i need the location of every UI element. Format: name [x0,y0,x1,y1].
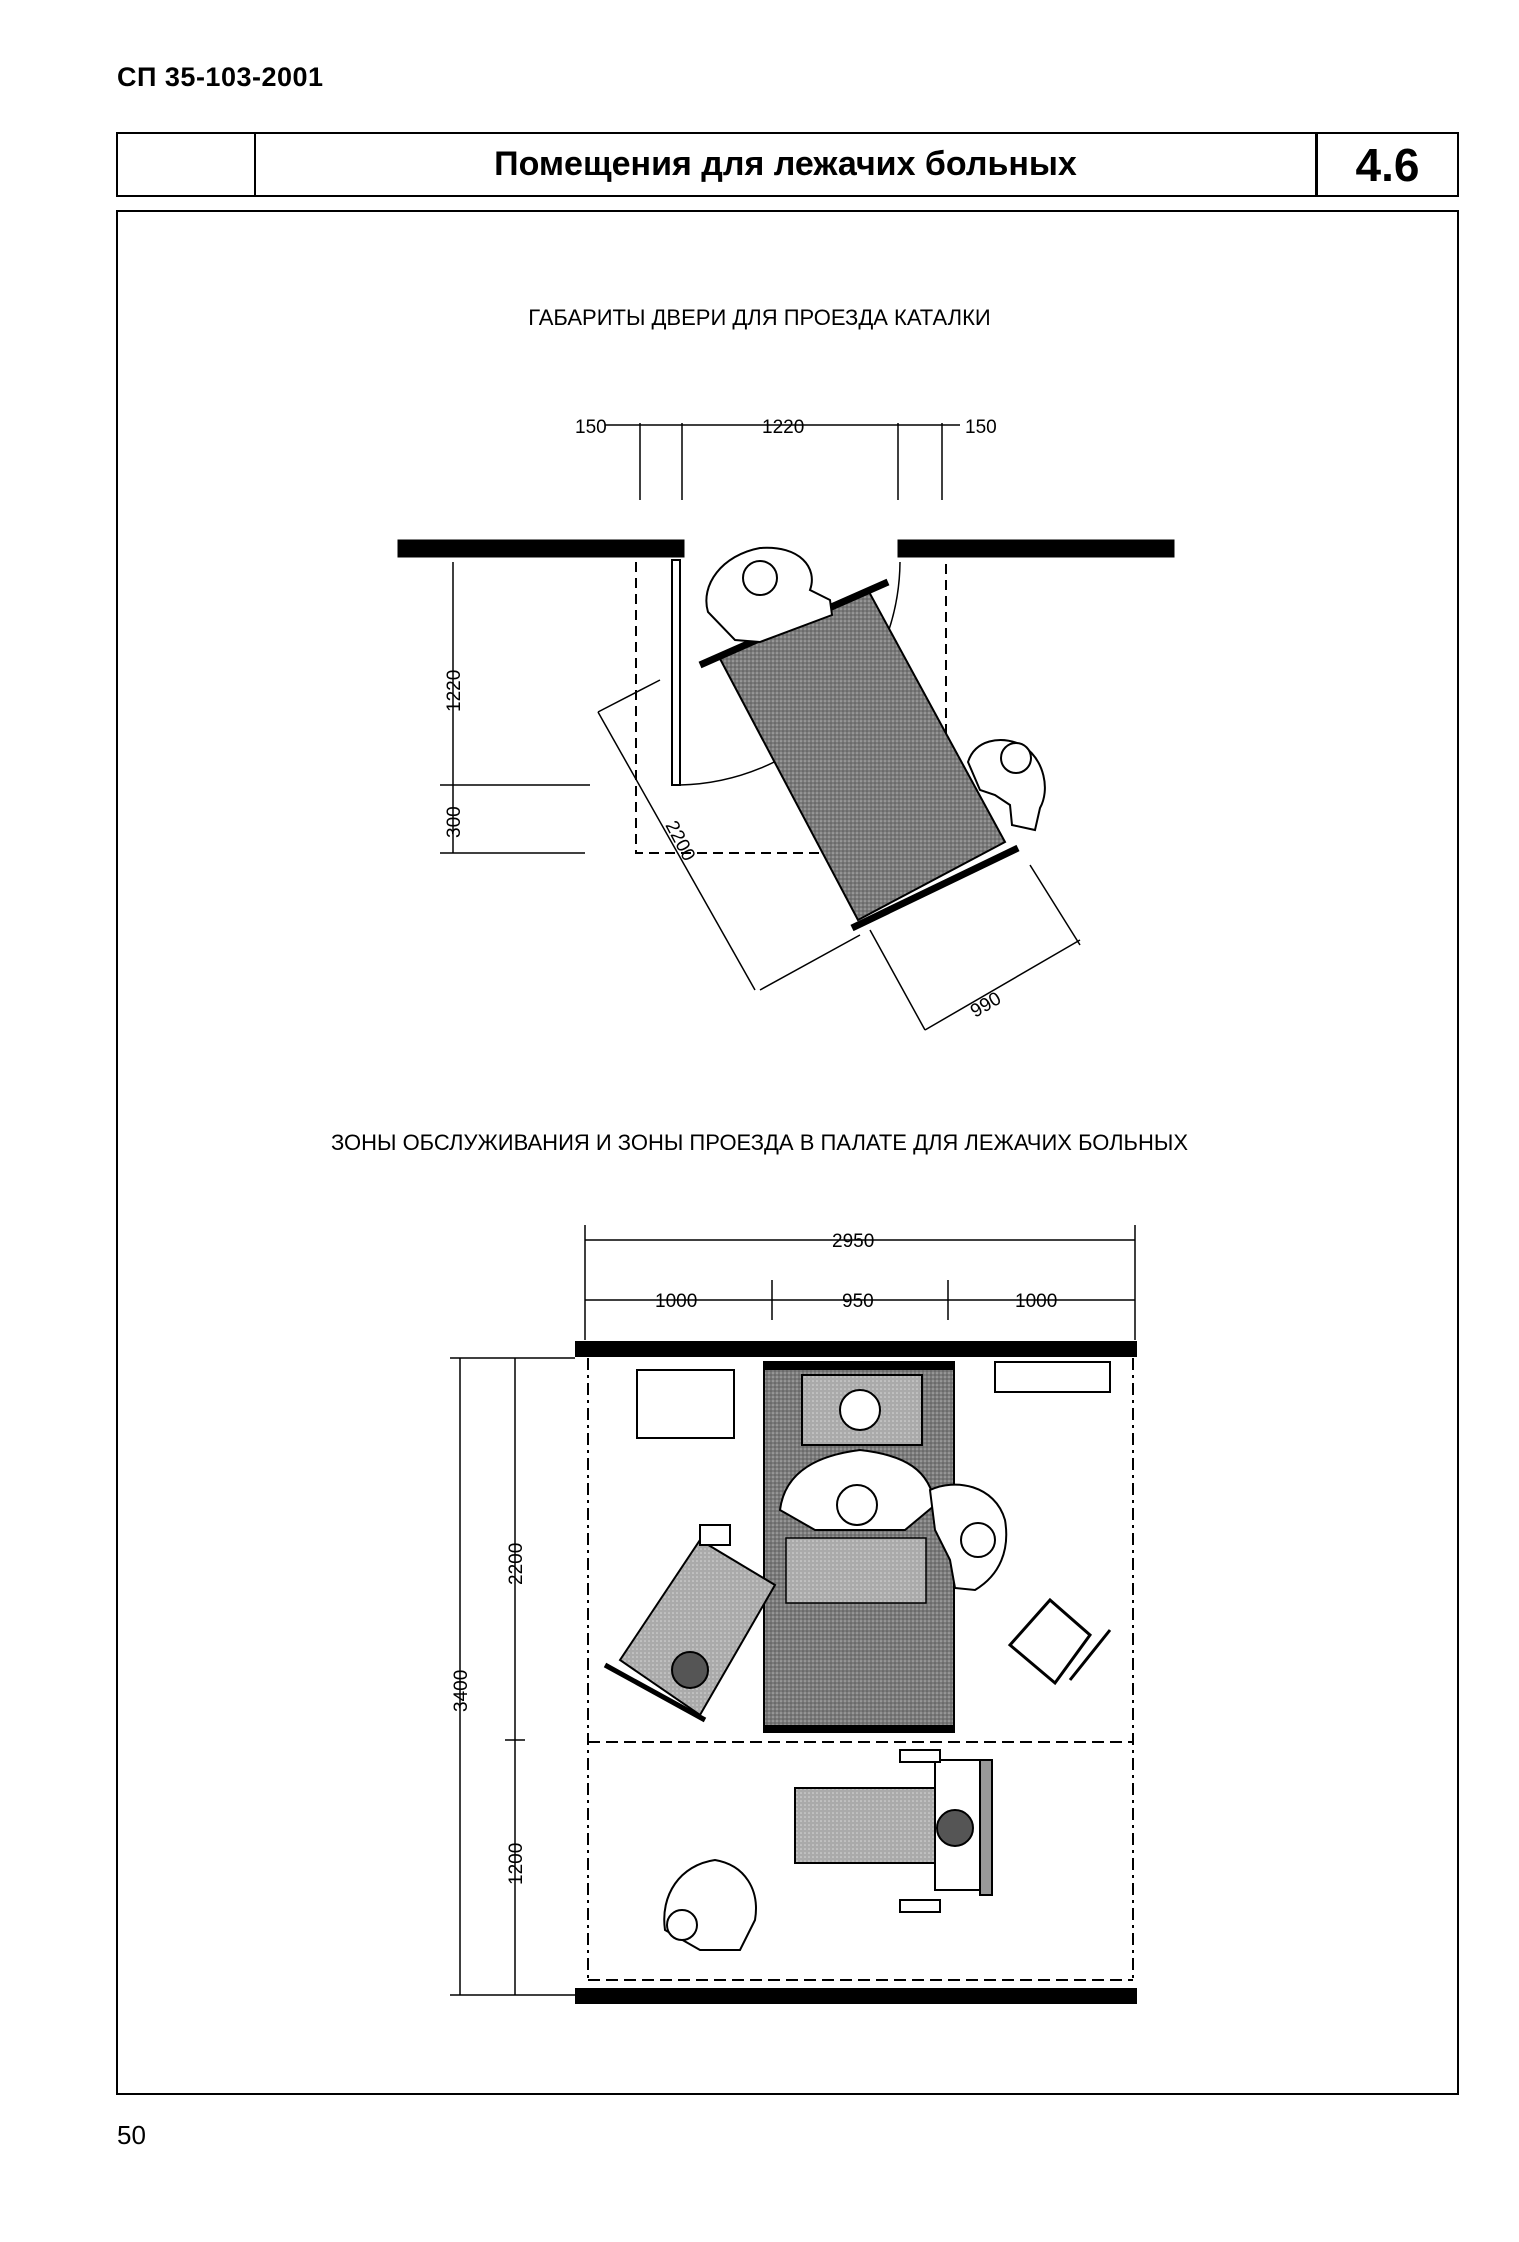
dim-bed-zone: 950 [842,1291,874,1312]
chair-icon [1010,1600,1110,1683]
dim-left-jamb: 150 [575,417,607,438]
right-bedside-shelf [995,1362,1110,1392]
document-code: СП 35-103-2001 [117,62,324,92]
dim-total-width: 2950 [832,1231,875,1252]
dim-extra-depth: 300 [444,806,465,838]
section-number: 4.6 [1355,138,1420,191]
section-title: Помещения для лежачих больных [256,134,1318,195]
page-number: 50 [117,2120,146,2150]
ward-top-wall [575,1341,1137,1357]
left-bedside-table [637,1370,734,1438]
dim-opening: 1220 [762,417,805,438]
dim-right-jamb: 150 [965,417,997,438]
dim-clear-depth: 1220 [444,669,465,712]
dim-gurney-length: 2200 [660,817,699,865]
dim-bed-depth: 2200 [506,1542,527,1585]
ward-bottom-wall [575,1988,1137,2004]
wheelchair-user-left [605,1525,775,1720]
door-leaf [672,560,680,785]
ward-figure-caption: ЗОНЫ ОБСЛУЖИВАНИЯ И ЗОНЫ ПРОЕЗДА В ПАЛАТЕ ДЛЯ ЛЕЖАЧИХ БОЛЬНЫХ [330,1130,1189,1155]
dim-total-depth: 3400 [451,1669,472,1712]
dim-right-zone: 1000 [1015,1291,1058,1312]
passage-walking-person [664,1860,756,1950]
dim-gurney-width: 990 [967,988,1005,1023]
dim-left-zone: 1000 [655,1291,698,1312]
left-wall-segment [398,540,684,557]
door-figure-caption: ГАБАРИТЫ ДВЕРИ ДЛЯ ПРОЕЗДА КАТАЛКИ [528,305,991,330]
right-wall-segment [898,540,1174,557]
wheelchair-user-passage [795,1750,992,1912]
dim-passage-depth: 1200 [506,1842,527,1885]
